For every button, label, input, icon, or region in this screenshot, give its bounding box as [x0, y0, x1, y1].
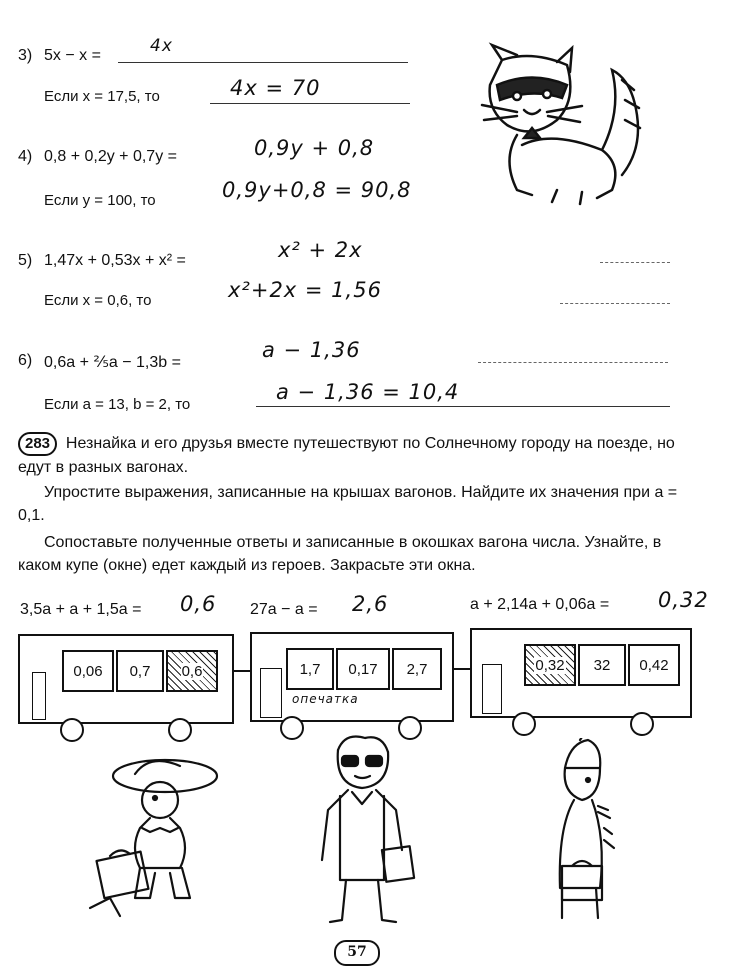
task-4-condition: Если y = 100, то [44, 192, 156, 209]
task-6-result-line [256, 406, 670, 407]
task-5-result: x²+2x = 1,56 [228, 278, 382, 302]
task-5-expression: 1,47x + 0,53x + x² = [44, 252, 186, 269]
exercise-text-3: Сопоставьте полученные ответы и записанные в окошках вагона числа. Узнайте, в каком купе (окне) едет каждый из героев. Закрасьте эти окна. [18, 534, 662, 574]
exercise-text-1: Незнайка и его друзья вместе путешествуют по Солнечному городу на поезде, но едут в разных вагонах. [18, 435, 675, 476]
task-4-result: 0,9y+0,8 = 90,8 [222, 178, 412, 202]
roof-answer-2: 2,6 [352, 592, 389, 616]
task-4-number: 4) [18, 148, 33, 165]
car-door [260, 668, 282, 718]
coupler [232, 670, 250, 672]
coupler [452, 668, 470, 670]
roof-expression-3: a + 2,14a + 0,06a = [470, 596, 610, 613]
car-door [32, 672, 46, 720]
car-2-window-1[interactable]: 1,7 [286, 648, 334, 690]
car-3-window-1-shaded[interactable]: 0,32 [524, 644, 576, 686]
car-2-window-2[interactable]: 0,17 [336, 648, 390, 690]
character-hat-boy [80, 748, 230, 924]
train-car-3 [470, 628, 692, 718]
task-6-expression: 0,6a + ⅖a − 1,3b = [44, 354, 181, 371]
page-number: 57 [334, 940, 380, 966]
exercise-text-2: Упростите выражения, записанные на крышах вагонов. Найдите их значения при a = 0,1. [18, 484, 678, 524]
train-car-2 [250, 632, 454, 722]
task-3-expression: 5x − x = [44, 47, 101, 64]
roof-expression-2: 27a − a = [250, 601, 318, 618]
wheel [168, 718, 192, 742]
task-3-number: 3) [18, 47, 33, 64]
task-5-number: 5) [18, 252, 33, 269]
task-3-answer-line [118, 62, 408, 63]
task-4-expression: 0,8 + 0,2y + 0,7y = [44, 148, 177, 165]
character-glasses-boy [310, 730, 420, 930]
car-2-note: опечатка [292, 692, 359, 706]
task-5-answer-line [600, 262, 670, 263]
task-6-answer: a − 1,36 [262, 338, 361, 362]
car-1-window-2[interactable]: 0,7 [116, 650, 164, 692]
wheel [512, 712, 536, 736]
roof-expression-1: 3,5a + a + 1,5a = [20, 601, 142, 618]
task-6-answer-line [478, 362, 668, 363]
task-5-condition: Если x = 0,6, то [44, 292, 152, 309]
car-3-window-3[interactable]: 0,42 [628, 644, 680, 686]
task-6-result: a − 1,36 = 10,4 [276, 380, 460, 404]
wheel [280, 716, 304, 740]
exercise-283-intro [18, 432, 698, 479]
car-3-window-2[interactable]: 32 [578, 644, 626, 686]
task-3-result: 4x = 70 [230, 76, 321, 100]
wheel [630, 712, 654, 736]
car-2-window-3[interactable]: 2,7 [392, 648, 442, 690]
cat-illustration [462, 40, 672, 210]
task-3-result-line [210, 103, 410, 104]
task-6-number: 6) [18, 352, 33, 369]
car-1-window-3-shaded[interactable]: 0,6 [166, 650, 218, 692]
task-3-condition: Если x = 17,5, то [44, 88, 160, 105]
task-5-answer: x² + 2x [278, 238, 363, 262]
wheel [60, 718, 84, 742]
exercise-number-badge: 283 [18, 432, 57, 456]
roof-answer-3: 0,32 [658, 588, 709, 612]
car-door [482, 664, 502, 714]
roof-answer-1: 0,6 [180, 592, 217, 616]
character-cap-girl [540, 738, 630, 928]
task-5-result-line [560, 303, 670, 304]
train-car-1 [18, 634, 234, 724]
task-3-answer: 4x [150, 36, 173, 56]
task-4-answer: 0,9y + 0,8 [254, 136, 375, 160]
car-1-window-1[interactable]: 0,06 [62, 650, 114, 692]
task-6-condition: Если a = 13, b = 2, то [44, 396, 191, 413]
